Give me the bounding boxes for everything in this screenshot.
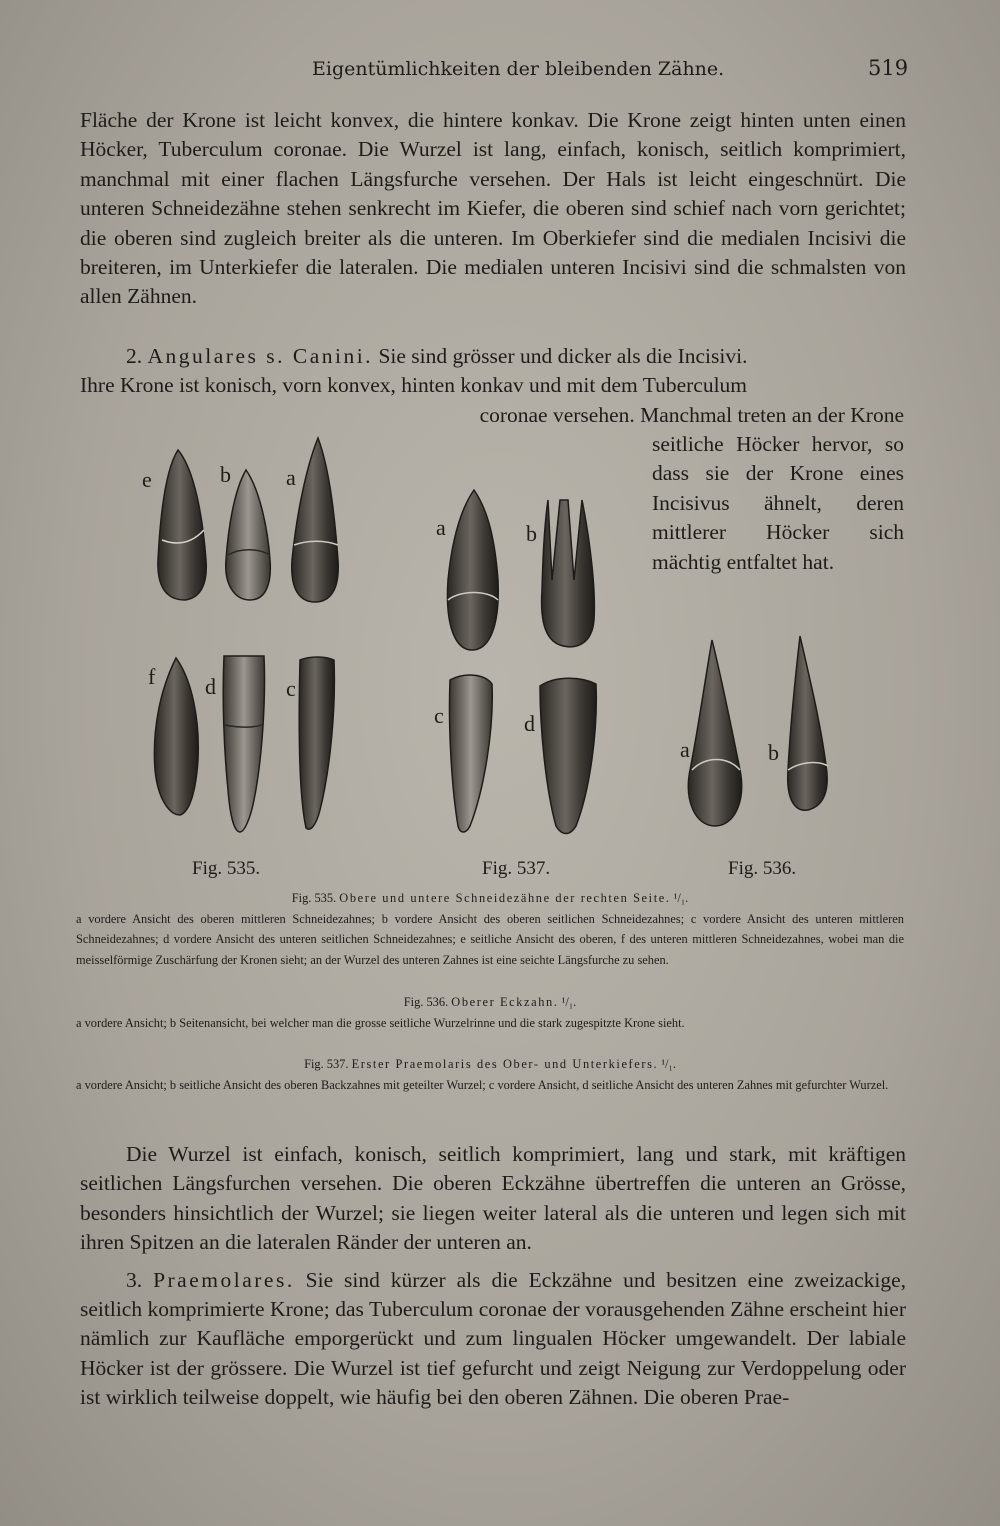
tooth-535-f [154, 658, 198, 815]
letter-535-f: f [148, 664, 156, 689]
letter-537-a: a [436, 515, 446, 540]
caption-537-heading [76, 1054, 904, 1075]
caption-536-head: Fig. 536. [403, 995, 449, 1009]
letter-537-d: d [524, 711, 535, 736]
section-2-wrap-paragraph: seitliche Höcker hervor, so dass sie der Krone eines Incisivus ähnelt, deren mittlerer Höcker sich mächtig entfaltet hat. [652, 432, 904, 574]
caption-535-heading [76, 888, 904, 909]
caption-536-body: a vordere Ansicht; b Seitenansicht, bei welcher man die grosse seitliche Wurzelrinne und die stark zugespitzte Krone sieht. [76, 1015, 685, 1030]
caption-fig-535 [76, 888, 904, 970]
caption-537-head: Fig. 537. [304, 1057, 349, 1071]
fig-537-label: Fig. 537. [482, 858, 551, 879]
caption-535-head: Fig. 535. [291, 891, 337, 905]
section-2-line-2: Ihre Krone ist konisch, vorn konvex, hinten konkav und mit dem Tuberculum [80, 373, 748, 398]
section-2-heading: Angulares s. Canini. [147, 344, 374, 368]
fig-536-label: Fig. 536. [728, 858, 797, 879]
tooth-535-d [223, 656, 264, 832]
letter-536-a: a [680, 737, 690, 762]
section-2-number: 2. [126, 344, 143, 368]
running-head-title: Eigentümlichkeiten der bleibenden Zähne. [312, 58, 725, 80]
caption-fig-536 [76, 992, 904, 1033]
caption-537-title: Erster Praemolaris des Ober- und Unterkiefers. [351, 1057, 659, 1071]
tooth-535-c [299, 657, 334, 829]
caption-535-body: a vordere Ansicht des oberen mittleren Schneidezahnes; b vordere Ansicht des oberen seitlichen Schneidezahnes; c vordere Ansicht des unteren mittleren Schneidezahnes; d vordere Ansicht des unteren seitlichen Schneidezahnes; e seitliche Ansicht des oberen, f des unteren mittleren Schneidezahnes, wobei man die meisselförmige Zuschärfung der Kronen sieht; an der Wurzel des unteren Zahnes ist eine seichte Längsfurche zu sehen. [76, 911, 904, 967]
page-number: 519 [868, 56, 909, 80]
letter-535-a: a [286, 465, 296, 490]
letter-535-d: d [205, 674, 216, 699]
caption-537-body: a vordere Ansicht; b seitliche Ansicht des oberen Backzahnes mit geteilter Wurzel; c vordere Ansicht, d seitliche Ansicht des unteren Zahnes mit gefurchter Wurzel. [76, 1077, 889, 1092]
tooth-537-a [447, 490, 498, 650]
tooth-535-e [158, 450, 206, 600]
caption-536-heading [76, 992, 904, 1013]
paragraph-2: Die Wurzel ist einfach, konisch, seitlich komprimiert, lang und stark, mit kräftigen seitlichen Längsfurchen versehen. Die oberen Eckzähne übertreffen die unteren an Grösse, besonders hinsichtlich der Wurzel; sie liegen weiter lateral als die unteren und legen sich mit ihren Spitzen an die lateralen Ränder der unteren an. [80, 1142, 906, 1255]
letter-535-b: b [220, 462, 231, 487]
tooth-536-a [688, 640, 741, 826]
letter-536-b: b [768, 740, 779, 765]
caption-fig-537 [76, 1054, 904, 1095]
caption-536-title: Oberer Eckzahn. [451, 995, 559, 1009]
tooth-536-b [788, 636, 828, 810]
section-3-number: 3. [126, 1267, 143, 1292]
letter-535-c: c [286, 676, 296, 701]
tooth-537-c [449, 675, 492, 832]
caption-535-title: Obere und untere Schneidezähne der rechten Seite. [339, 891, 671, 905]
tooth-535-b [226, 470, 271, 600]
tooth-537-b [542, 500, 595, 647]
tooth-537-d [540, 678, 596, 833]
section-3-heading: Praemolares. [153, 1267, 295, 1292]
fig-535-label: Fig. 535. [192, 858, 261, 879]
caption-536-scale: ¹/₁. [561, 995, 577, 1009]
paragraph-lower [80, 1140, 906, 1413]
letter-535-e: e [142, 467, 152, 492]
paragraph-1: Fläche der Krone ist leicht konvex, die hintere konkav. Die Krone zeigt hinten unten einen Höcker, Tuberculum coronae. Die Wurzel ist lang, einfach, konisch, seitlich komprimiert, manchmal mit einer flachen Längsfurche versehen. Der Hals ist leicht eingeschnürt. Die unteren Schneidezähne stehen senkrecht im Kiefer, die oberen sind schief nach vorn gerichtet; die oberen sind zugleich breiter als die unteren. Im Oberkiefer sind die medialen Incisivi die breiteren, im Unterkiefer die lateralen. Die medialen unteren Incisivi sind die schmalsten von allen Zähnen. [80, 108, 906, 309]
letter-537-b: b [526, 521, 537, 546]
letter-537-c: c [434, 703, 444, 728]
tooth-535-a [292, 438, 339, 602]
caption-537-scale: ¹/₁. [661, 1057, 676, 1071]
section-2-line-1-rest: Sie sind grösser und dicker als die Incisivi. [378, 344, 748, 368]
section-2-line-3-text: coronae versehen. Manchmal treten an der Krone [479, 403, 904, 427]
caption-535-scale: ¹/₁. [673, 891, 689, 905]
section-3 [80, 1266, 906, 1413]
section-3-text: Sie sind kürzer als die Eckzähne und besitzen eine zweizackige, seitlich komprimierte Krone; das Tuberculum coronae der vorausgehenden Zähne erscheint hier nämlich zur Kaufläche emporgerückt und zum lingualen Höcker umgewandelt. Der labiale Höcker ist der grössere. Die Wurzel ist tief gefurcht und zeigt Neigung zur Verdoppelung oder ist wirklich teilweise doppelt, wie häufig bei den oberen Zähnen. Die oberen Prae- [80, 1267, 907, 1410]
